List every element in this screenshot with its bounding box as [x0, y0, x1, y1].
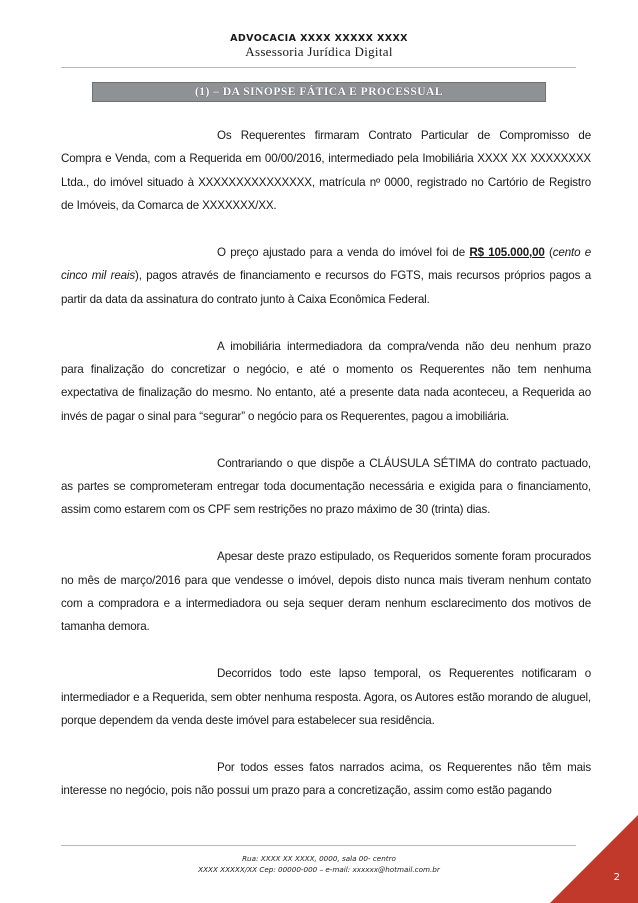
page-number: 2	[613, 872, 620, 883]
paragraph-contract: Os Requerentes firmaram Contrato Particular de Compromisso de Compra e Venda, com a Requerida em 00/00/2016, intermediado pela Imobiliária XXXX XX XXXXXXXX Ltda., do imóvel situado à XXXXXXXXXXXXXXX, matrícula nº 0000, registrado no Cartório de Registro de Imóveis, da Comarca de XXXXXXX/XX.	[61, 129, 591, 213]
price-text-lead: O preço ajustado para a venda do imóvel foi de	[217, 246, 470, 260]
firm-name: ADVOCACIA XXXX XXXXX XXXX	[230, 33, 408, 44]
document-body	[61, 124, 591, 826]
paragraph-price	[61, 241, 591, 311]
paragraph-conclusion: Por todos esses fatos narrados acima, os Requerentes não têm mais interesse no negócio, pois não possui um prazo para a concretização, assim como estão pagando	[61, 760, 591, 798]
section-heading-bar	[92, 82, 546, 102]
header-divider	[61, 67, 576, 68]
corner-accent	[550, 815, 638, 903]
footer-address: Rua: XXXX XX XXXX, 0000, sala 00- centro	[242, 854, 396, 863]
price-value: R$ 105.000,00	[469, 246, 545, 260]
price-text-rest: ), pagos através de financiamento e recursos do FGTS, mais recursos próprios pagos a partir da data da assinatura do contrato junto à Caixa Econômica Federal.	[61, 269, 591, 306]
footer-divider	[61, 845, 576, 846]
firm-subtitle: Assessoria Jurídica Digital	[245, 44, 393, 59]
footer-contact: XXXX XXXXX/XX Cep: 00000-000 – e-mail: xxxxxx@hotmail.com.br	[198, 865, 440, 874]
paragraph-intermediary: A imobiliária intermediadora da compra/venda não deu nenhum prazo para finalização do concretizar o negócio, e até o momento os Requerentes não tem nenhuma expectativa de finalização do mesmo. No entanto, até a presente data nada aconteceu, a Requerida ao invés de pagar o sinal para “segurar” o negócio para os Requerentes, pagou a imobiliária.	[61, 339, 591, 423]
page-header	[0, 33, 638, 59]
paragraph-clause-seven: Contrariando o que dispõe a CLÁUSULA SÉTIMA do contrato pactuado, as partes se comprometeram entregar toda documentação necessária e exigida para o financiamento, assim como estarem com os CPF sem restrições no prazo máximo de 30 (trinta) dias.	[61, 456, 591, 517]
paragraph-deadline: Apesar deste prazo estipulado, os Requeridos somente foram procurados no mês de março/2016 para que vendesse o imóvel, depois disto nunca mais tiveram nenhum contato com a compradora e a intermediadora ou seja sequer deram nenhum esclarecimento dos motivos de tamanha demora.	[61, 550, 591, 634]
price-in-words: cento e cinco mil reais	[61, 246, 591, 283]
page-footer	[0, 853, 638, 875]
section-title: (1) – DA SINOPSE FÁTICA E PROCESSUAL	[194, 86, 444, 98]
paragraph-notification: Decorridos todo este lapso temporal, os Requerentes notificaram o intermediador e a Requerida, sem obter nenhuma resposta. Agora, os Autores estão morando de aluguel, porque dependem da venda deste imóvel para estabelecer sua residência.	[61, 667, 591, 728]
price-text-open: (	[544, 246, 553, 260]
